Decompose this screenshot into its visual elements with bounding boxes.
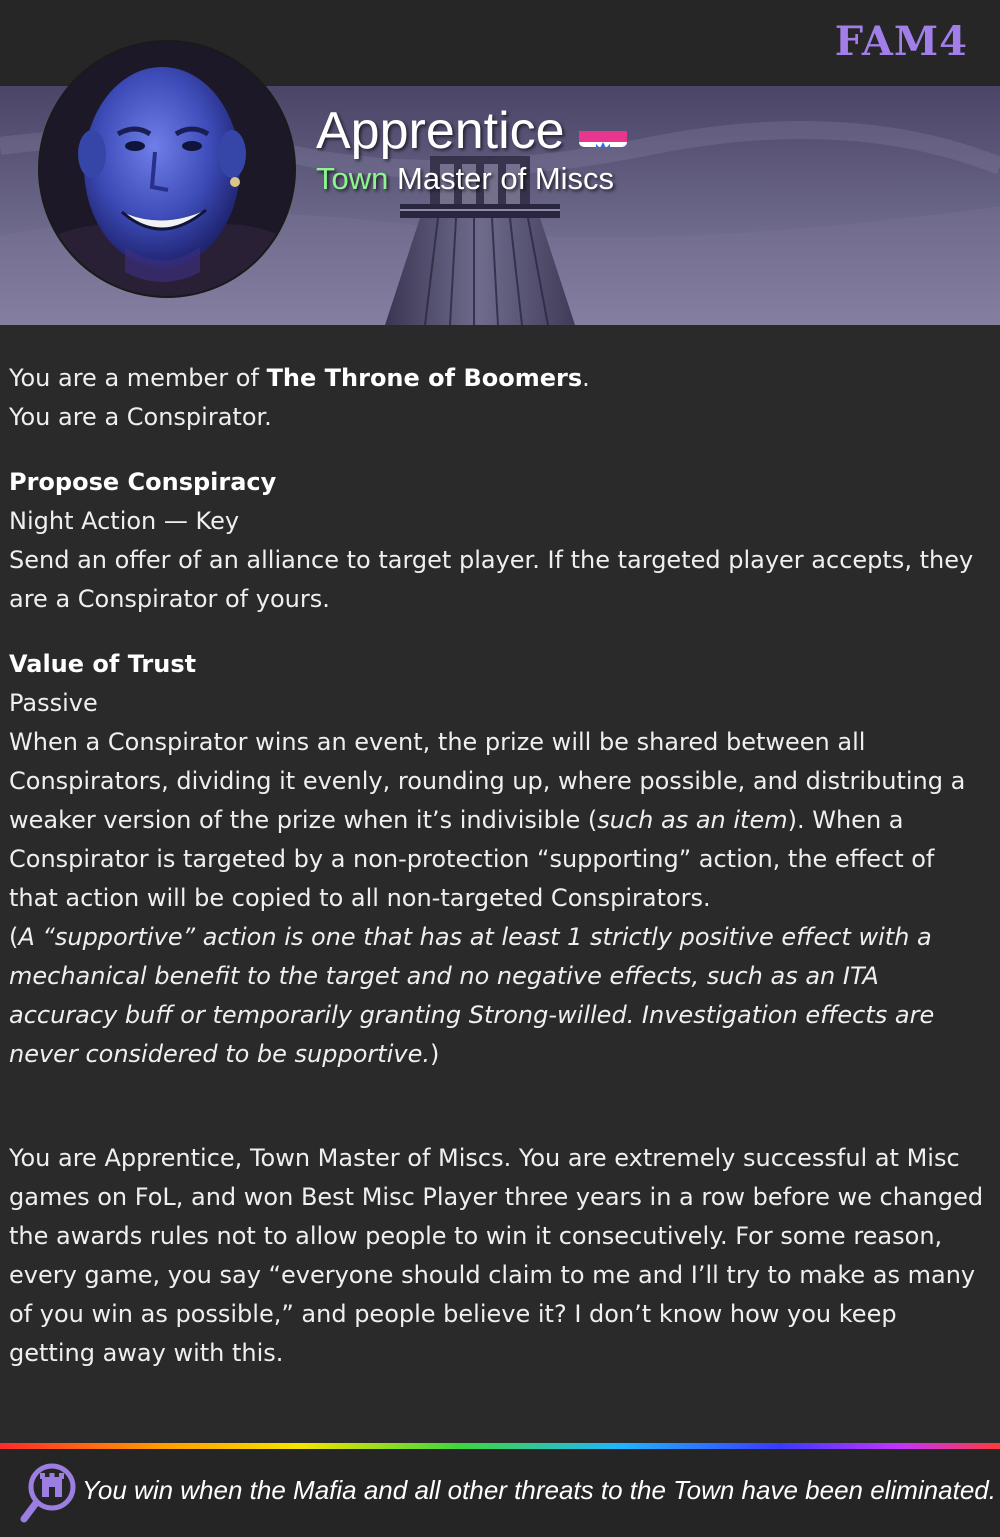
note-close: ) — [429, 1040, 440, 1068]
role-name-row — [316, 100, 627, 162]
flavor-text: You are Apprentice, Town Master of Miscs. You are extremely successful at Misc games on FoL, and won Best Misc Player three years in a row before we changed the awards rules not to allow people to win it consecutively. For some reason, every game, you say “everyone should claim to me and I’ll try to make as many of you win as possible,” and people believe it? I don’t know how you keep getting away with this. — [9, 1144, 984, 1367]
membership-prefix: You are a member of — [9, 364, 267, 392]
ability-note — [9, 918, 984, 1074]
desc-part-2: ). When a Conspirator is targeted by a non-protection “supporting” action, the effect of that action will be copied to all non-targeted Conspirators. — [9, 806, 935, 912]
role-avatar — [40, 42, 294, 296]
ability-type: Night Action — Key — [9, 507, 240, 535]
win-condition: You win when the Mafia and all other threats to the Town have been eliminated. — [82, 1475, 996, 1505]
role-description — [9, 359, 984, 1373]
ability-name-propose-conspiracy: Propose Conspiracy — [9, 468, 277, 496]
desc-italic: such as an item — [597, 806, 788, 834]
alignment-label: Town — [316, 161, 389, 196]
ability-name-value-of-trust: Value of Trust — [9, 650, 197, 678]
note-italic: A “supportive” action is one that has at least 1 strictly positive effect with a mechanical benefit to the target and no negative effects, such as an ITA accuracy buff or temporarily granting Strong-willed. Investigation effects are never considered to be supportive. — [9, 923, 935, 1068]
role-title-block — [316, 100, 627, 196]
ability-name — [9, 463, 984, 502]
note-open: ( — [9, 923, 19, 951]
role-subtitle — [316, 162, 627, 196]
desc-part-1: When a Conspirator wins an event, the prize will be shared between all Conspirators, dividing it evenly, rounding up, where possible, and distributing a weaker version of the prize when it’s indivisible ( — [9, 728, 966, 834]
ability-name — [9, 645, 984, 684]
role-name: Apprentice — [316, 102, 565, 160]
footer — [0, 1449, 1000, 1537]
brand-logo: FAM4 — [834, 18, 968, 65]
ability-description — [9, 723, 984, 918]
conspirator-line: You are a Conspirator. — [9, 403, 272, 431]
avatar-portrait-icon — [40, 42, 294, 296]
castle-magnifier-icon — [20, 1463, 76, 1525]
faction-flag-icon — [579, 115, 627, 147]
membership-suffix: . — [582, 364, 590, 392]
ability-type: Passive — [9, 689, 98, 717]
membership-line — [9, 359, 984, 398]
role-category-label: Master of Miscs — [397, 161, 615, 196]
ability-description: Send an offer of an alliance to target player. If the targeted player accepts, they are a Conspirator of yours. — [9, 546, 974, 613]
faction-name: The Throne of Boomers — [266, 364, 583, 392]
